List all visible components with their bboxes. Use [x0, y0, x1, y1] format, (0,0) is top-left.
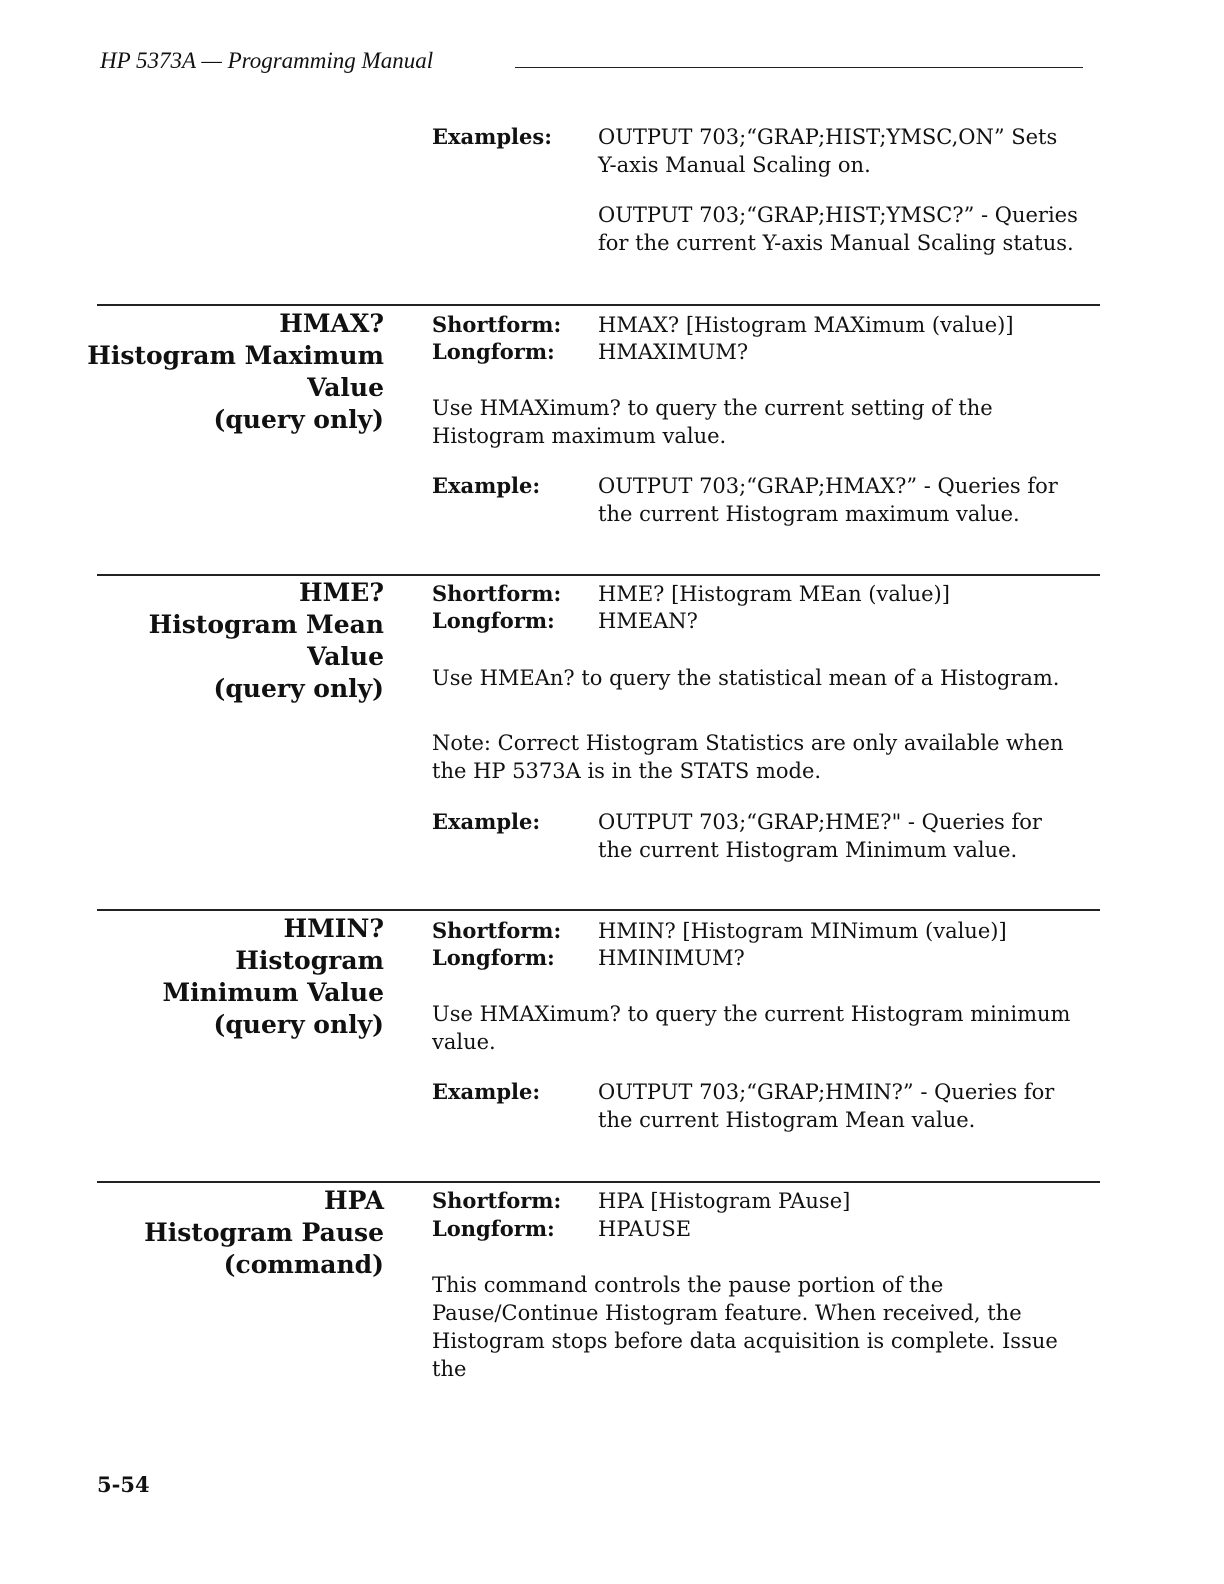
shortform-label: Shortform: — [432, 312, 562, 337]
command-desc: Minimum Value — [162, 978, 384, 1007]
description: Use HMAXimum? to query the current setting of the Histogram maximum value. — [432, 396, 993, 448]
section-rule — [97, 909, 1100, 911]
section-title — [144, 1185, 384, 1281]
example-text: OUTPUT 703;“GRAP;HME?" - Queries for the current Histogram Minimum value. — [598, 810, 1042, 862]
description: Use HMEAn? to query the statistical mean of a Histogram. — [432, 666, 1060, 690]
longform-label: Longform: — [432, 608, 555, 633]
longform-value: HMINIMUM? — [598, 946, 745, 970]
example-text: OUTPUT 703;“GRAP;HMAX?” - Queries for the current Histogram maximum value. — [598, 474, 1058, 526]
header-rule — [515, 67, 1083, 68]
shortform-label: Shortform: — [432, 581, 562, 606]
page-number: 5-54 — [97, 1472, 150, 1497]
running-header: HP 5373A — Programming Manual — [100, 48, 434, 73]
command-name: HME? — [299, 578, 384, 607]
shortform-label: Shortform: — [432, 1188, 562, 1213]
command-desc: Histogram Pause — [144, 1218, 384, 1247]
description: Use HMAXimum? to query the current Histogram minimum value. — [432, 1002, 1071, 1054]
command-desc: Value — [307, 373, 384, 402]
command-name: HPA — [324, 1186, 384, 1215]
command-type: (query only) — [213, 405, 384, 434]
section-rule — [97, 304, 1100, 306]
example-text: OUTPUT 703;“GRAP;HMIN?” - Queries for the current Histogram Mean value. — [598, 1080, 1055, 1132]
command-type: (query only) — [213, 674, 384, 703]
section-title — [162, 913, 384, 1041]
section-rule — [97, 1181, 1100, 1183]
note: Note: Correct Histogram Statistics are only available when the HP 5373A is in the STATS mode. — [432, 731, 1064, 783]
shortform-value: HPA [Histogram PAuse] — [598, 1189, 851, 1213]
longform-value: HMEAN? — [598, 609, 698, 633]
command-type: (query only) — [213, 1010, 384, 1039]
longform-label: Longform: — [432, 339, 555, 364]
longform-label: Longform: — [432, 1216, 555, 1241]
command-desc: Histogram — [235, 946, 384, 975]
shortform-value: HME? [Histogram MEan (value)] — [598, 582, 950, 606]
example-label: Example: — [432, 473, 541, 498]
command-desc: Histogram Mean — [148, 610, 384, 639]
shortform-value: HMIN? [Histogram MINimum (value)] — [598, 919, 1007, 943]
section-rule — [97, 574, 1100, 576]
longform-value: HPAUSE — [598, 1217, 692, 1241]
description: This command controls the pause portion of the Pause/Continue Histogram feature. When received, the Histogram stops before data acquisition is complete. Issue the — [432, 1273, 1058, 1381]
examples-label: Examples: — [432, 124, 552, 149]
command-desc: Histogram Maximum — [87, 341, 384, 370]
shortform-value: HMAX? [Histogram MAXimum (value)] — [598, 313, 1014, 337]
section-title — [87, 308, 384, 436]
command-desc: Value — [307, 642, 384, 671]
example-label: Example: — [432, 809, 541, 834]
command-name: HMIN? — [283, 914, 384, 943]
command-name: HMAX? — [279, 309, 384, 338]
longform-value: HMAXIMUM? — [598, 340, 749, 364]
example-label: Example: — [432, 1079, 541, 1104]
example-text: OUTPUT 703;“GRAP;HIST;YMSC?” - Queries for the current Y-axis Manual Scaling status. — [598, 203, 1078, 255]
section-title — [149, 577, 384, 705]
shortform-label: Shortform: — [432, 918, 562, 943]
example-text: OUTPUT 703;“GRAP;HIST;YMSC,ON” Sets Y-axis Manual Scaling on. — [598, 125, 1058, 177]
longform-label: Longform: — [432, 945, 555, 970]
command-type: (command) — [223, 1250, 384, 1279]
